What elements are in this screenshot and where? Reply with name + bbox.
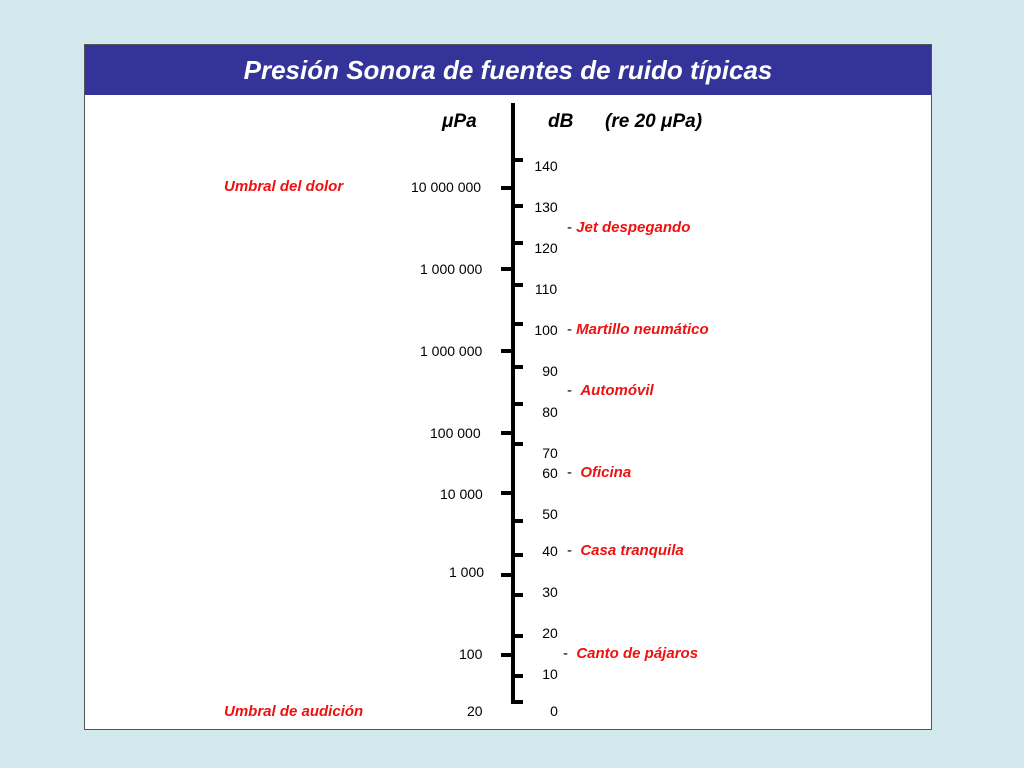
pain-threshold-label: Umbral del dolor bbox=[224, 178, 344, 195]
upa-header bbox=[442, 111, 477, 133]
db-label: 60 bbox=[542, 465, 558, 481]
source-dash: - bbox=[567, 219, 577, 236]
db-label: 40 bbox=[542, 543, 558, 559]
source-label: Martillo neumático bbox=[576, 321, 709, 338]
source-dash: - bbox=[563, 645, 577, 662]
db-label: 70 bbox=[542, 445, 558, 461]
tick-db-100 bbox=[511, 322, 523, 326]
reference-suffix: Pa) bbox=[672, 111, 703, 132]
source-jackhammer bbox=[567, 321, 709, 338]
db-label: 120 bbox=[534, 240, 558, 256]
source-label: Jet despegando bbox=[576, 219, 691, 236]
hearing-threshold-label: Umbral de audición bbox=[224, 703, 364, 720]
slide-title: Presión Sonora de fuentes de ruido típicas bbox=[85, 45, 931, 95]
db-label: 30 bbox=[542, 584, 558, 600]
db-label: 100 bbox=[534, 322, 558, 338]
tick-db-40 bbox=[511, 553, 523, 557]
pressure-label: 100 bbox=[459, 646, 483, 662]
tick-pa-10000 bbox=[501, 491, 513, 495]
source-dash: - bbox=[567, 464, 581, 481]
source-dash: - bbox=[567, 542, 581, 559]
pressure-label: 1 000 bbox=[449, 564, 485, 580]
source-label: Automóvil bbox=[580, 382, 654, 399]
db-label: 80 bbox=[542, 404, 558, 420]
tick-pa-1000 bbox=[501, 573, 513, 577]
pressure-label: 1 000 000 bbox=[420, 261, 483, 277]
tick-db-90 bbox=[511, 365, 523, 369]
db-label: 130 bbox=[534, 199, 558, 215]
pressure-label: 100 000 bbox=[430, 425, 481, 441]
reference-prefix: (re 20 bbox=[605, 111, 661, 132]
tick-db-80 bbox=[511, 402, 523, 406]
db-header: dB bbox=[548, 111, 574, 132]
db-label: 90 bbox=[542, 363, 558, 379]
tick-db-120 bbox=[511, 241, 523, 245]
tick-db-20 bbox=[511, 634, 523, 638]
tick-db-130 bbox=[511, 204, 523, 208]
reference-mu-symbol: μ bbox=[660, 111, 673, 132]
source-label: Oficina bbox=[580, 464, 632, 481]
tick-db-140 bbox=[511, 158, 523, 162]
source-jet bbox=[567, 219, 690, 236]
source-car bbox=[567, 382, 654, 399]
source-label: Casa tranquila bbox=[580, 542, 684, 559]
db-label: 0 bbox=[550, 703, 558, 719]
tick-db-70 bbox=[511, 442, 523, 446]
pressure-label: 20 bbox=[467, 703, 483, 719]
db-label: 10 bbox=[542, 666, 558, 682]
source-birdsong bbox=[563, 645, 698, 662]
tick-db-110 bbox=[511, 283, 523, 287]
tick-db-50 bbox=[511, 519, 523, 523]
reference-header bbox=[605, 111, 702, 133]
db-label: 20 bbox=[542, 625, 558, 641]
upa-header-text: Pa bbox=[453, 111, 477, 132]
source-office bbox=[567, 464, 631, 481]
tick-pa-100000 bbox=[501, 431, 513, 435]
source-quiet-house bbox=[567, 542, 684, 559]
pressure-label: 10 000 000 bbox=[411, 179, 482, 195]
source-label: Canto de pájaros bbox=[576, 645, 699, 662]
tick-pa-10000000 bbox=[501, 186, 513, 190]
pressure-label: 10 000 bbox=[440, 486, 483, 502]
tick-pa-1000000 bbox=[501, 267, 513, 271]
tick-pa-100 bbox=[501, 653, 513, 657]
source-dash: - bbox=[567, 382, 581, 399]
tick-db-30 bbox=[511, 593, 523, 597]
pressure-label: 1 000 000 bbox=[420, 343, 483, 359]
db-label: 110 bbox=[534, 281, 558, 297]
tick-db-10 bbox=[511, 674, 523, 678]
tick-pa-1000000b bbox=[501, 349, 513, 353]
source-dash: - bbox=[567, 321, 577, 338]
db-label: 50 bbox=[542, 506, 558, 522]
tick-db-0 bbox=[511, 700, 523, 704]
slide-panel bbox=[84, 44, 932, 730]
db-label: 140 bbox=[534, 158, 558, 174]
mu-symbol: μ bbox=[442, 111, 454, 132]
